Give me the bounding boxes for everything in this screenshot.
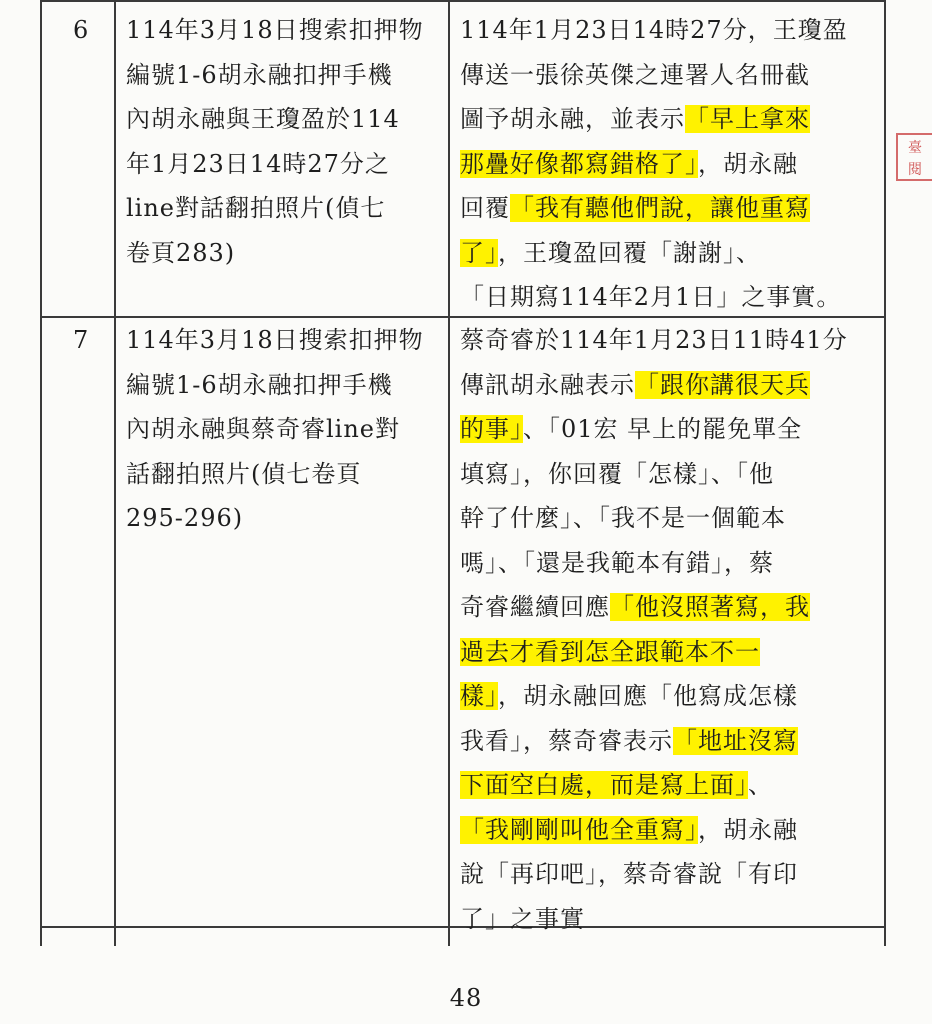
fact-line — [460, 674, 848, 719]
highlighted-quote: 了」 — [460, 238, 498, 267]
table-border-right — [884, 0, 886, 946]
column-divider — [114, 0, 116, 946]
fact-line — [460, 852, 848, 897]
seal-stamp — [896, 133, 932, 181]
fact-line — [460, 763, 848, 808]
evidence-cell — [126, 318, 424, 541]
fact-text: 了」之事實 — [460, 904, 585, 933]
evidence-cell — [126, 8, 424, 275]
highlighted-quote: 「跟你講很天兵 — [635, 370, 810, 399]
fact-text: 、「01宏 早上的罷免單全 — [523, 415, 803, 443]
highlighted-quote: 「我剛剛叫他全重寫」 — [460, 815, 698, 844]
fact-text: 說「再印吧」，蔡奇睿說「有印 — [460, 860, 798, 888]
evidence-line: 編號1-6胡永融扣押手機 — [126, 370, 393, 399]
fact-text: ，王瓊盈回覆「謝謝」、 — [498, 238, 761, 267]
seal-char: 臺 — [908, 140, 922, 156]
row-number: 7 — [73, 326, 89, 354]
fact-text: ，胡永融回應「他寫成怎樣 — [498, 682, 798, 710]
fact-text: 、 — [748, 771, 773, 799]
highlighted-quote: 「早上拿來 — [685, 105, 810, 133]
fact-text: 奇睿繼續回應 — [460, 593, 610, 621]
table-border-left — [40, 0, 42, 946]
fact-text: ，胡永融 — [698, 815, 798, 844]
fact-text: 填寫」，你回覆「怎樣」、「他 — [460, 459, 774, 488]
seal-char: 閱 — [908, 162, 922, 178]
fact-line — [460, 186, 848, 231]
fact-cell — [460, 8, 848, 320]
fact-text: 蔡奇睿於114年1月23日11時41分 — [460, 326, 848, 354]
fact-line — [460, 496, 848, 541]
evidence-line: 114年3月18日搜索扣押物 — [126, 326, 424, 354]
highlighted-quote: 「他沒照著寫，我 — [610, 593, 810, 621]
evidence-line: 內胡永融與蔡奇睿line對 — [126, 415, 401, 443]
evidence-line: 年1月23日14時27分之 — [126, 149, 390, 178]
fact-line — [460, 719, 848, 764]
highlighted-quote: 「我有聽他們說，讓他重寫 — [510, 194, 810, 222]
fact-line — [460, 808, 848, 853]
fact-text: 我看」，蔡奇睿表示 — [460, 726, 673, 755]
row-divider — [40, 0, 886, 2]
evidence-line: 內胡永融與王瓊盈於114 — [126, 105, 400, 133]
fact-text: 傳送一張徐英傑之連署人名冊截 — [460, 60, 810, 89]
evidence-line: 114年3月18日搜索扣押物 — [126, 16, 424, 44]
fact-line — [460, 585, 848, 630]
column-divider — [448, 0, 450, 946]
fact-text: 嗎」、「還是我範本有錯」，蔡 — [460, 548, 774, 577]
fact-line — [460, 318, 848, 363]
row-number: 6 — [73, 16, 89, 44]
fact-text: 圖予胡永融，並表示 — [460, 105, 685, 133]
fact-cell — [460, 318, 848, 941]
evidence-line: line對話翻拍照片(偵七 — [126, 194, 386, 222]
fact-line — [460, 275, 848, 320]
highlighted-quote: 的事」 — [460, 415, 523, 443]
fact-line — [460, 231, 848, 276]
evidence-line: 編號1-6胡永融扣押手機 — [126, 60, 393, 89]
fact-line — [460, 142, 848, 187]
evidence-line: 295-296) — [126, 504, 244, 532]
fact-line — [460, 407, 848, 452]
fact-text: 傳訊胡永融表示 — [460, 370, 635, 399]
evidence-line: 卷頁283) — [126, 238, 236, 267]
highlighted-quote: 「地址沒寫 — [673, 726, 798, 755]
fact-text: ，胡永融 — [698, 149, 798, 178]
fact-line — [460, 8, 848, 53]
highlighted-quote: 樣」 — [460, 682, 498, 710]
fact-text: 114年1月23日14時27分，王瓊盈 — [460, 16, 848, 44]
highlighted-quote: 下面空白處，而是寫上面」 — [460, 771, 748, 799]
page-number: 48 — [449, 984, 483, 1012]
fact-text: 「日期寫114年2月1日」之事實。 — [460, 283, 842, 311]
fact-text: 回覆 — [460, 194, 510, 222]
highlighted-quote: 過去才看到怎全跟範本不一 — [460, 637, 760, 666]
fact-line — [460, 452, 848, 497]
fact-line — [460, 363, 848, 408]
fact-line — [460, 97, 848, 142]
fact-line — [460, 897, 848, 942]
fact-line — [460, 53, 848, 98]
fact-line — [460, 541, 848, 586]
highlighted-quote: 那疊好像都寫錯格了」 — [460, 149, 698, 178]
evidence-line: 話翻拍照片(偵七卷頁 — [126, 459, 362, 488]
fact-text: 幹了什麼」、「我不是一個範本 — [460, 504, 786, 532]
evidence-table — [40, 0, 886, 946]
fact-line — [460, 630, 848, 675]
